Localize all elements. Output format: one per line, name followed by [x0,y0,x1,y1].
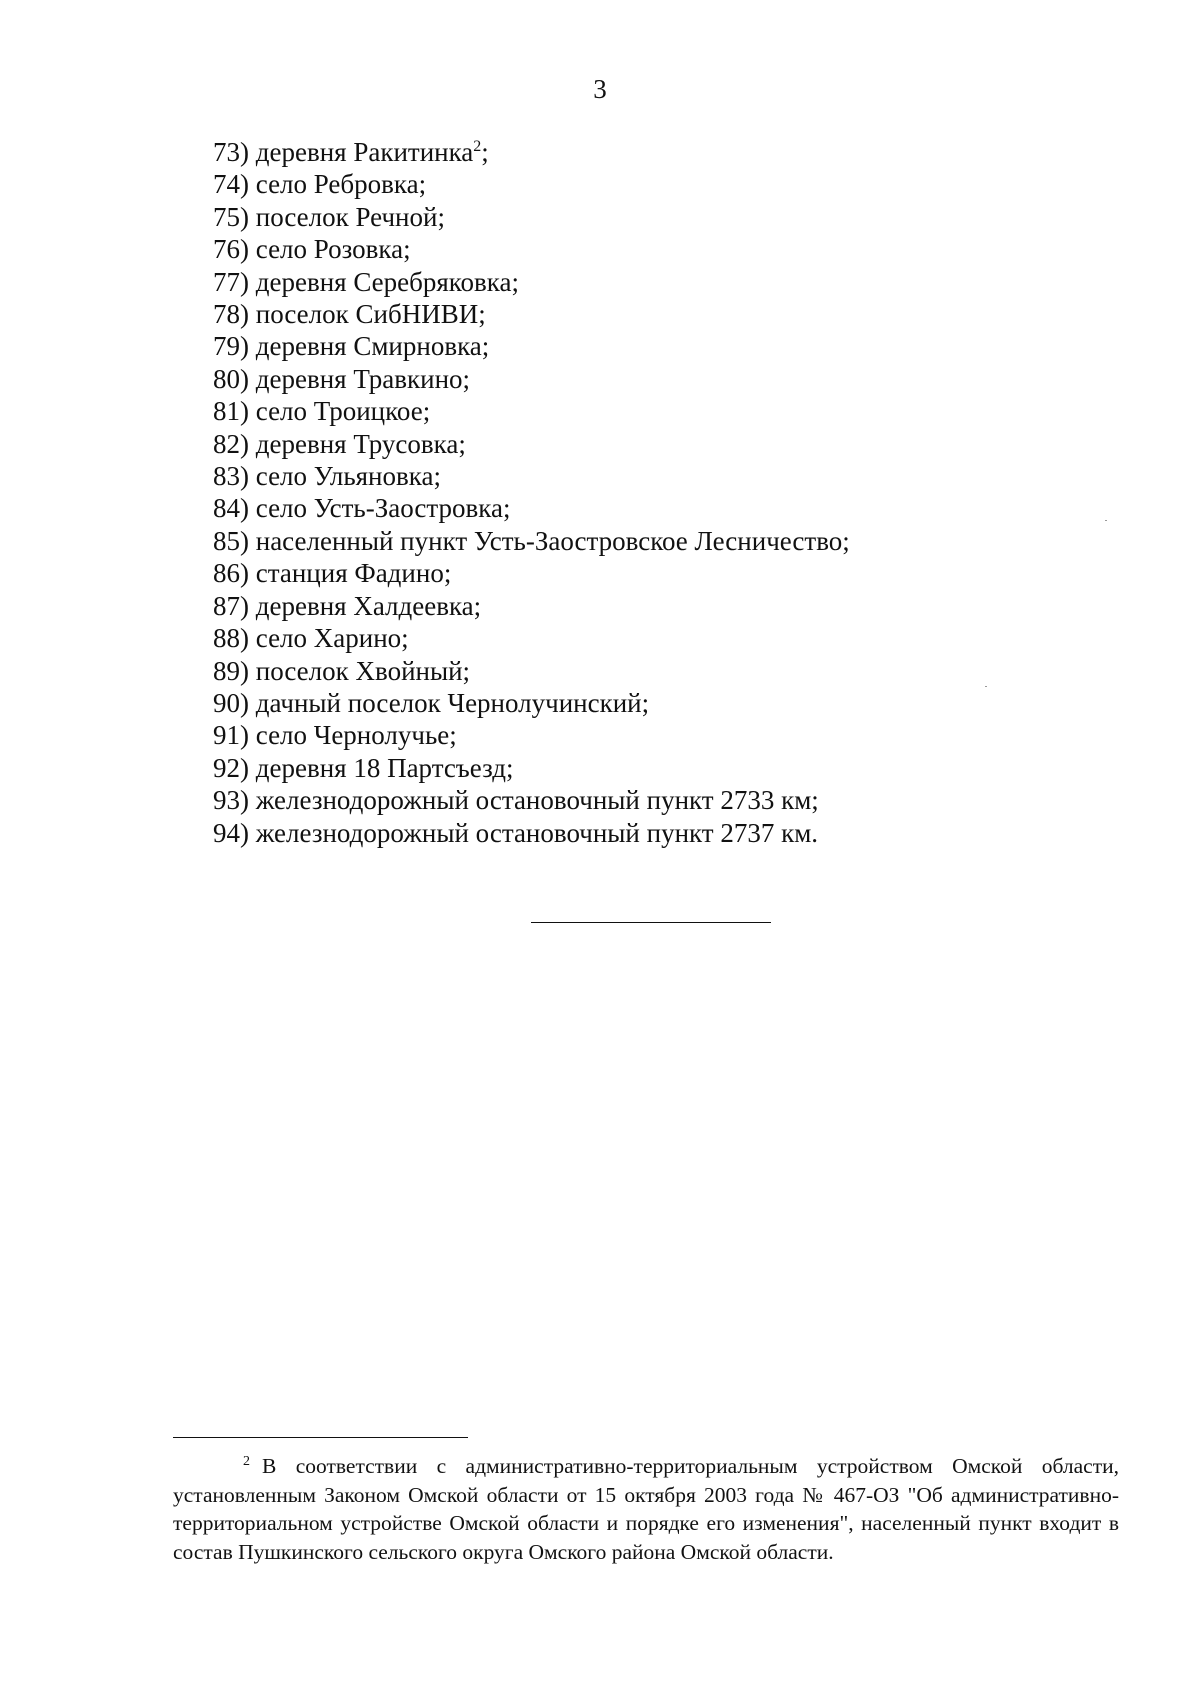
list-item [213,136,1113,168]
item-number: 79) [213,331,249,362]
item-text: село Харино; [255,623,409,654]
list-item [213,492,1113,524]
list-item [213,233,1113,265]
list-item [213,298,1113,330]
item-text: поселок Хвойный; [255,655,471,686]
list-item [213,266,1113,298]
list-item [213,168,1113,200]
item-number: 82) [213,428,249,459]
item-number: 90) [213,687,249,718]
item-text: поселок Речной; [255,201,445,232]
item-number: 84) [213,493,249,524]
list-item [213,817,1113,849]
item-text: деревня Трусовка; [255,428,466,459]
footnote-divider [173,1437,468,1438]
list-item [213,330,1113,362]
item-number: 94) [213,817,249,848]
item-text: село Ульяновка; [255,461,441,492]
item-text: железнодорожный остановочный пункт 2733 км; [255,785,819,816]
scan-speck [985,686,987,687]
item-number: 87) [213,590,249,621]
item-number: 81) [213,396,249,427]
list-item [213,395,1113,427]
item-end: ; [481,137,489,167]
list-item [213,201,1113,233]
item-number: 88) [213,623,249,654]
item-number: 92) [213,752,249,783]
item-text: населенный пункт Усть-Заостровское Лесничество; [255,525,850,556]
footnote-mark: 2 [243,1453,250,1469]
list-item [213,363,1113,395]
item-number: 85) [213,525,249,556]
scan-speck [1105,520,1107,521]
list-item [213,460,1113,492]
item-number: 93) [213,785,249,816]
item-text: поселок СибНИВИ; [255,299,486,330]
page-number: 3 [593,74,607,104]
footnote-text: В соответствии с административно-территориальным устройством Омской области, установленным Законом Омской области от 15 октября 2003 года № 467-ОЗ "Об административно-территориальном устройстве Омской области и порядке его изменения", населенный пункт входит в состав Пушкинского сельского округа Омского района Омской области. [173,1454,1119,1564]
item-number: 78) [213,299,249,330]
list-item [213,687,1113,719]
list-item [213,719,1113,751]
list-item [213,525,1113,557]
item-text: село Усть-Заостровка; [255,493,511,524]
item-number: 76) [213,234,249,265]
item-number: 91) [213,720,249,751]
item-number: 74) [213,169,249,200]
list-item [213,784,1113,816]
item-text: деревня Серебряковка; [255,266,519,297]
footnote-reference: 2 [473,138,482,155]
item-number: 80) [213,363,249,394]
item-number: 86) [213,558,249,589]
list-item [213,557,1113,589]
item-text: деревня Халдеевка; [255,590,482,621]
footnote [173,1452,1119,1566]
settlement-list [213,136,1113,849]
item-text: деревня 18 Партсъезд; [255,752,514,783]
list-item [213,428,1113,460]
item-text: село Чернолучье; [255,720,457,751]
item-number: 77) [213,266,249,297]
item-text: железнодорожный остановочный пункт 2737 км. [255,817,819,848]
item-text: село Розовка; [255,234,411,265]
item-number: 83) [213,461,249,492]
item-text: станция Фадино; [255,558,452,589]
list-item [213,622,1113,654]
list-item [213,655,1113,687]
item-text: село Ребровка; [255,169,427,200]
item-number: 75) [213,201,249,232]
end-of-list-divider [531,922,771,923]
list-item [213,590,1113,622]
item-text: деревня Ракитинка [255,137,474,167]
item-number: 89) [213,655,249,686]
list-item [213,752,1113,784]
item-text: деревня Травкино; [255,363,471,394]
item-text: дачный поселок Чернолучинский; [255,687,650,718]
item-text: село Троицкое; [255,396,431,427]
item-text: деревня Смирновка; [255,331,490,362]
item-number: 73) [213,137,249,167]
